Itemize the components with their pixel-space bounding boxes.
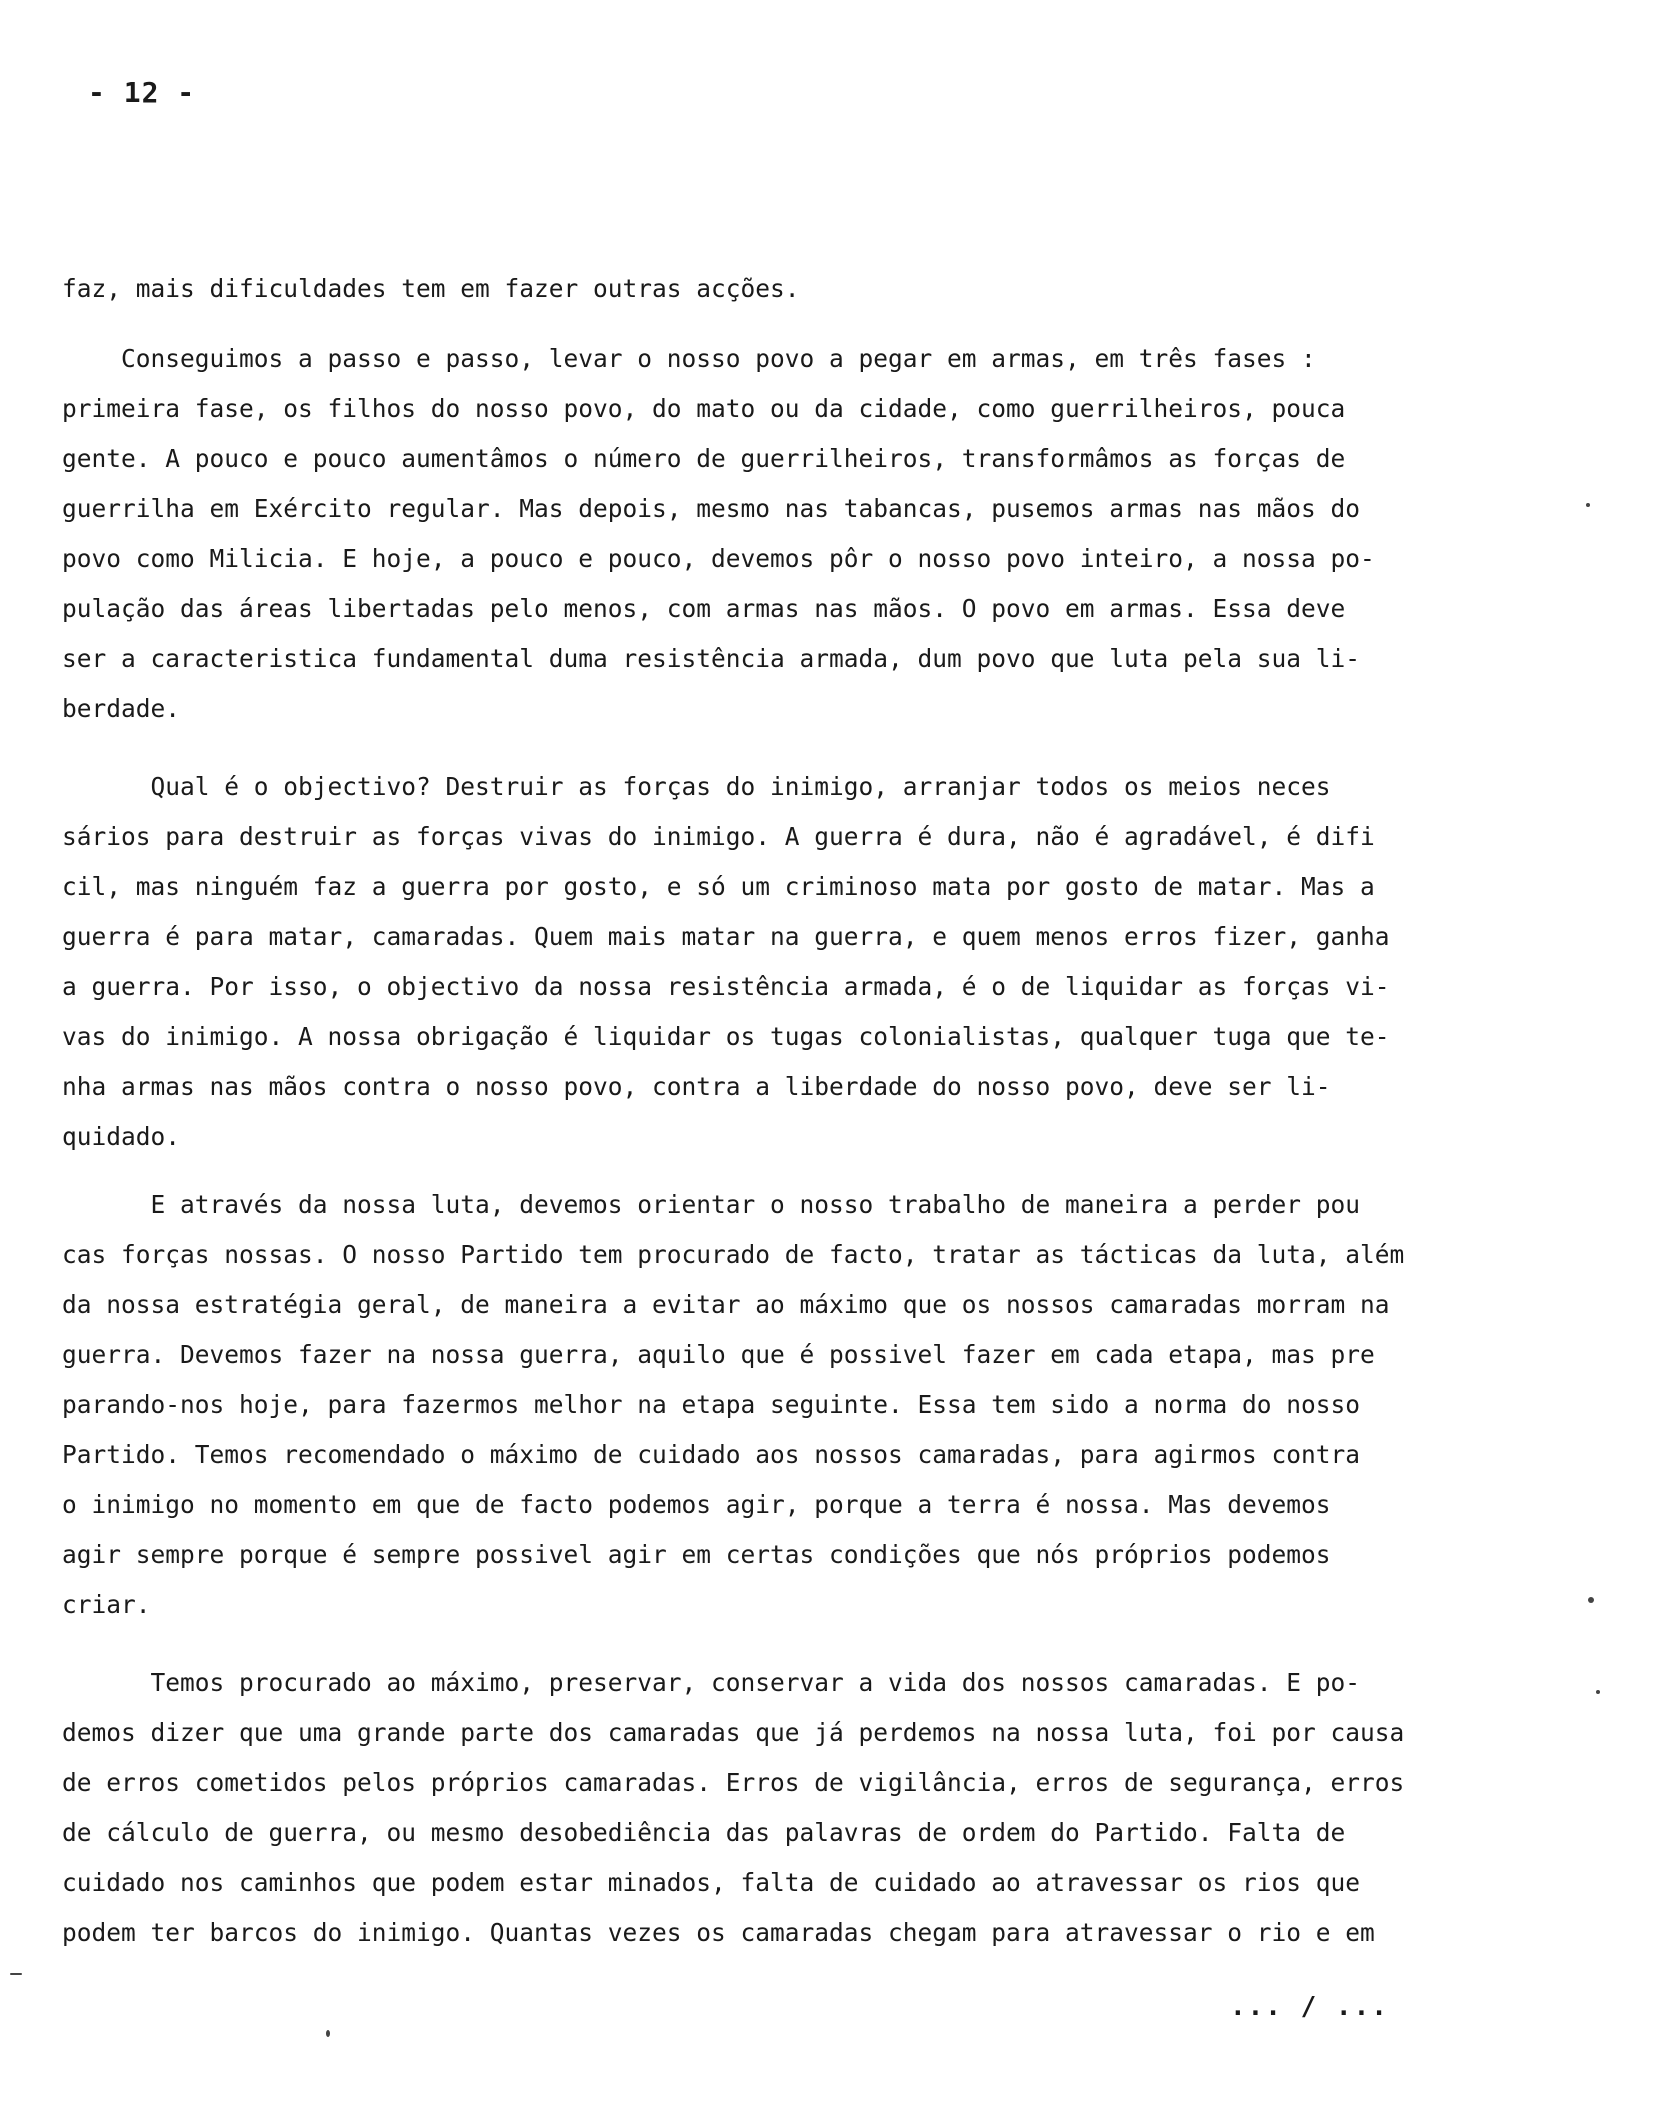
- text-line: Qual é o objectivo? Destruir as forças do inimigo, arranjar todos os meios neces: [62, 772, 1331, 801]
- text-line: podem ter barcos do inimigo. Quantas vezes os camaradas chegam para atravessar o rio e em: [62, 1918, 1375, 1947]
- scan-speck: [326, 2030, 330, 2037]
- text-line: Partido. Temos recomendado o máximo de cuidado aos nossos camaradas, para agirmos contra: [62, 1440, 1361, 1469]
- text-line: povo como Milicia. E hoje, a pouco e pouco, devemos pôr o nosso povo inteiro, a nossa po-: [62, 544, 1375, 573]
- text-line: Conseguimos a passo e passo, levar o nosso povo a pegar em armas, em três fases :: [62, 344, 1316, 373]
- text-line: quidado.: [62, 1122, 181, 1151]
- paragraph-1: [62, 264, 1482, 314]
- text-line: guerra. Devemos fazer na nossa guerra, aquilo que é possivel fazer em cada etapa, mas pre: [62, 1340, 1375, 1369]
- paragraph-4: [62, 1180, 1482, 1630]
- text-line: Temos procurado ao máximo, preservar, conservar a vida dos nossos camaradas. E po-: [62, 1668, 1361, 1697]
- text-line: cas forças nossas. O nosso Partido tem procurado de facto, tratar as tácticas da luta, além: [62, 1240, 1405, 1269]
- text-line: parando-nos hoje, para fazermos melhor na etapa seguinte. Essa tem sido a norma do nosso: [62, 1390, 1361, 1419]
- scan-speck: [1596, 1690, 1600, 1694]
- scan-speck: [1588, 1597, 1594, 1603]
- text-line: primeira fase, os filhos do nosso povo, do mato ou da cidade, como guerrilheiros, pouca: [62, 394, 1346, 423]
- text-line: cuidado nos caminhos que podem estar minados, falta de cuidado ao atravessar os rios que: [62, 1868, 1361, 1897]
- text-line: nha armas nas mãos contra o nosso povo, contra a liberdade do nosso povo, deve ser li-: [62, 1072, 1331, 1101]
- continuation-mark: ... / ...: [1230, 1992, 1389, 2022]
- paragraph-3: [62, 762, 1482, 1162]
- text-line: faz, mais dificuldades tem em fazer outras acções.: [62, 274, 800, 303]
- text-line: de erros cometidos pelos próprios camaradas. Erros de vigilância, erros de segurança, erros: [62, 1768, 1405, 1797]
- text-line: o inimigo no momento em que de facto podemos agir, porque a terra é nossa. Mas devemos: [62, 1490, 1331, 1519]
- text-line: criar.: [62, 1590, 151, 1619]
- text-line: gente. A pouco e pouco aumentâmos o número de guerrilheiros, transformâmos as forças de: [62, 444, 1346, 473]
- text-line: agir sempre porque é sempre possivel agir em certas condições que nós próprios podemos: [62, 1540, 1331, 1569]
- text-line: de cálculo de guerra, ou mesmo desobediência das palavras de ordem do Partido. Falta de: [62, 1818, 1346, 1847]
- text-line: cil, mas ninguém faz a guerra por gosto, e só um criminoso mata por gosto de matar. Mas a: [62, 872, 1375, 901]
- scan-speck: [10, 1973, 22, 1975]
- paragraph-2: [62, 334, 1482, 734]
- page-number: - 12 -: [88, 76, 196, 109]
- text-line: guerrilha em Exército regular. Mas depois, mesmo nas tabancas, pusemos armas nas mãos do: [62, 494, 1361, 523]
- text-line: demos dizer que uma grande parte dos camaradas que já perdemos na nossa luta, foi por causa: [62, 1718, 1405, 1747]
- scan-speck: [1586, 503, 1590, 507]
- text-line: sários para destruir as forças vivas do inimigo. A guerra é dura, não é agradável, é difi: [62, 822, 1375, 851]
- paragraph-5: [62, 1658, 1482, 1958]
- text-line: berdade.: [62, 694, 181, 723]
- text-line: guerra é para matar, camaradas. Quem mais matar na guerra, e quem menos erros fizer, ganha: [62, 922, 1390, 951]
- text-line: ser a caracteristica fundamental duma resistência armada, dum povo que luta pela sua li-: [62, 644, 1361, 673]
- text-line: pulação das áreas libertadas pelo menos, com armas nas mãos. O povo em armas. Essa deve: [62, 594, 1346, 623]
- text-line: E através da nossa luta, devemos orientar o nosso trabalho de maneira a perder pou: [62, 1190, 1361, 1219]
- text-line: da nossa estratégia geral, de maneira a evitar ao máximo que os nossos camaradas morram na: [62, 1290, 1390, 1319]
- text-line: vas do inimigo. A nossa obrigação é liquidar os tugas colonialistas, qualquer tuga que te-: [62, 1022, 1390, 1051]
- text-line: a guerra. Por isso, o objectivo da nossa resistência armada, é o de liquidar as forças vi-: [62, 972, 1390, 1001]
